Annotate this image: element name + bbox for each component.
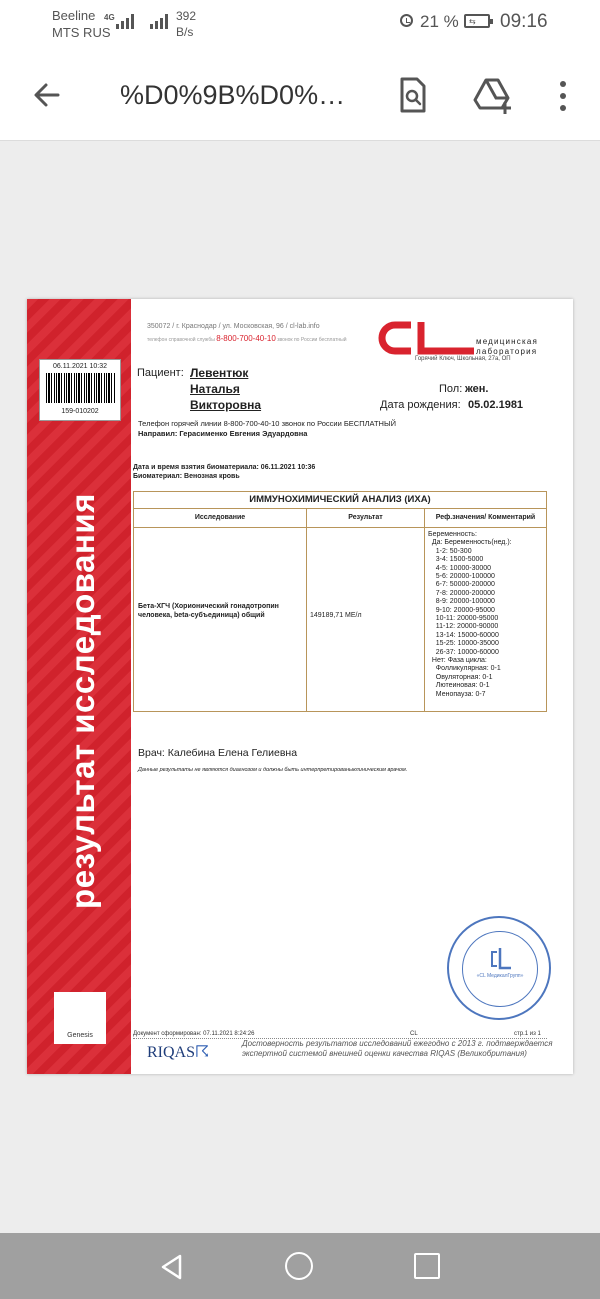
lab-branch: Горячий Ключ, Школьная, 27а, ОП [415, 356, 511, 362]
document-title: %D0%9B%D0%… [120, 80, 346, 110]
net-speed-value: 392 [176, 9, 197, 23]
barcode-label [39, 359, 121, 421]
riqas-logo [147, 1042, 209, 1062]
riqas-swoosh-icon: ☈ [195, 1044, 210, 1061]
test-result: 149189,71 МЕ/л [310, 612, 362, 619]
riqas-statement [242, 1039, 553, 1059]
nav-home-icon[interactable] [285, 1252, 313, 1280]
more-vert-icon[interactable] [550, 76, 576, 116]
reference-line: 1-2: 50-300 [428, 547, 472, 555]
operator-2: MTS RUS [52, 25, 111, 40]
nav-back-icon[interactable] [158, 1253, 186, 1281]
stamp-logo-icon [487, 946, 513, 972]
reference-line: Лютеиновая: 0-1 [428, 682, 490, 690]
col-header-ref: Реф.значения/ Комментарий [424, 509, 546, 528]
logo-text-line1: медицинская [476, 337, 539, 346]
reference-line: 3-4: 1500-5000 [428, 556, 484, 564]
app-bar [0, 50, 600, 141]
reference-line: 15-25: 10000-35000 [428, 640, 499, 648]
biomaterial: Биоматериал: Венозная кровь [133, 473, 240, 480]
status-bar [0, 0, 600, 50]
reference-line: Да: Беременность(нед.): [428, 539, 512, 547]
reference-line: Менопауза: 0-7 [428, 690, 486, 698]
disclaimer: Данные результаты не являются диагнозом и должны быть интерпретированыклиническим врачом. [138, 767, 408, 773]
reference-line: 26-37: 10000-60000 [428, 648, 499, 656]
footer-cl: CL [410, 1031, 418, 1037]
col-header-result: Результат [306, 509, 424, 528]
col-header-test: Исследование [134, 509, 306, 528]
lab-address: 350072 / г. Краснодар / ул. Московская, 96 / cl-lab.info [147, 323, 320, 330]
vertical-title: результат исследования [64, 493, 101, 909]
reference-line: 6-7: 50000-200000 [428, 581, 495, 589]
reference-line: Нет: Фаза цикла: [428, 657, 487, 664]
riqas-line1: Достоверность результатов исследований ежегодно с 2013 г. подтверждается [242, 1039, 553, 1048]
phone-line: Телефон горячей линии 8-800-700-40-10 звонок по России БЕСПЛАТНЫЙ [138, 419, 396, 428]
sample-datetime: Дата и время взятия биоматериала: 06.11.2021 10:36 [133, 464, 316, 471]
table-row-reference [424, 528, 546, 711]
birth-date-label: Дата рождения: [380, 399, 461, 411]
genesis-logo [54, 992, 106, 1044]
riqas-line2: экспертной системой внешней оценки качества RIQAS (Великобритания) [242, 1049, 527, 1058]
patient-first-name: Наталья [190, 382, 240, 396]
patient-label: Пациент: [137, 367, 184, 379]
reference-line: 9-10: 20000-95000 [428, 606, 495, 614]
navigation-bar [0, 1233, 600, 1299]
referrer: Направил: Герасименко Евгения Эдуардовна [138, 429, 308, 438]
nav-recents-icon[interactable] [414, 1253, 440, 1279]
table-row-test [134, 528, 306, 711]
footer-generated: Документ сформирован: 07.11.2021 8:24:26 [133, 1031, 255, 1037]
reference-line: 7-8: 20000-200000 [428, 589, 495, 597]
logo-text-line2: лаборатория [476, 347, 538, 356]
reference-line: Фолликулярная: 0-1 [428, 665, 501, 673]
footer-page: стр.1 из 1 [514, 1031, 541, 1037]
stamp-text: «CL МедикалГрупп» [476, 973, 524, 979]
reference-line: 11-12: 20000-90000 [428, 623, 499, 631]
hotline-prefix: телефон справочной службы [147, 337, 215, 343]
birth-date-value: 05.02.1981 [468, 399, 524, 411]
operator-1: Beeline [52, 8, 96, 23]
sex-label: Пол: [439, 383, 463, 395]
search-document-icon[interactable] [392, 74, 434, 116]
reference-line: Овуляторная: 0-1 [428, 673, 493, 681]
battery-icon: ⇆ [464, 14, 490, 28]
cl-logo-icon [375, 319, 475, 357]
barcode-number: 159-010202 [61, 408, 99, 415]
hotline-number: 8-800-700-40-10 [216, 334, 276, 343]
lab-hotline [147, 334, 347, 343]
sex-value: жен. [465, 383, 489, 395]
reference-line: Беременность: [428, 531, 477, 538]
battery-percent: 21 % [420, 12, 459, 31]
document-page[interactable] [27, 299, 573, 1074]
doctor: Врач: Калебина Елена Гелиевна [138, 747, 298, 759]
test-name: Бета-ХГЧ (Хорионический гонадотропин человека, beta-субъединица) общий [138, 603, 279, 619]
net-speed-unit: B/s [176, 25, 194, 39]
genesis-label: Genesis [67, 1032, 93, 1039]
barcode-datetime: 06.11.2021 10:32 [53, 363, 107, 370]
results-table [133, 491, 547, 712]
reference-line: 8-9: 20000-100000 [428, 598, 495, 606]
reference-line: 5-6: 20000-100000 [428, 573, 495, 580]
reference-line: 10-11: 20000-95000 [428, 615, 499, 622]
patient-patronymic: Викторовна [190, 398, 262, 412]
stamp-icon [447, 916, 551, 1020]
clock: 09:16 [500, 11, 548, 32]
reference-line: 4-5: 10000-30000 [428, 564, 492, 572]
results-title: ИММУНОХИМИЧЕСКИЙ АНАЛИЗ (ИХА) [134, 492, 546, 509]
patient-surname: Левентюк [190, 366, 249, 380]
hotline-suffix: звонок по России бесплатный [277, 337, 347, 343]
barcode-icon [46, 373, 116, 403]
alarm-icon [400, 14, 413, 27]
reference-line: 13-14: 15000-60000 [428, 631, 499, 639]
table-row-result [306, 528, 424, 711]
red-side-band [27, 299, 131, 1074]
drive-add-icon[interactable] [472, 74, 514, 116]
riqas-text-logo: RIQAS [147, 1044, 196, 1061]
back-arrow-icon[interactable] [28, 76, 66, 114]
signal-2-icon [150, 13, 168, 29]
signal-1-icon [116, 13, 134, 29]
lab-logo-text [476, 337, 538, 357]
network-type: 4G [104, 13, 115, 22]
